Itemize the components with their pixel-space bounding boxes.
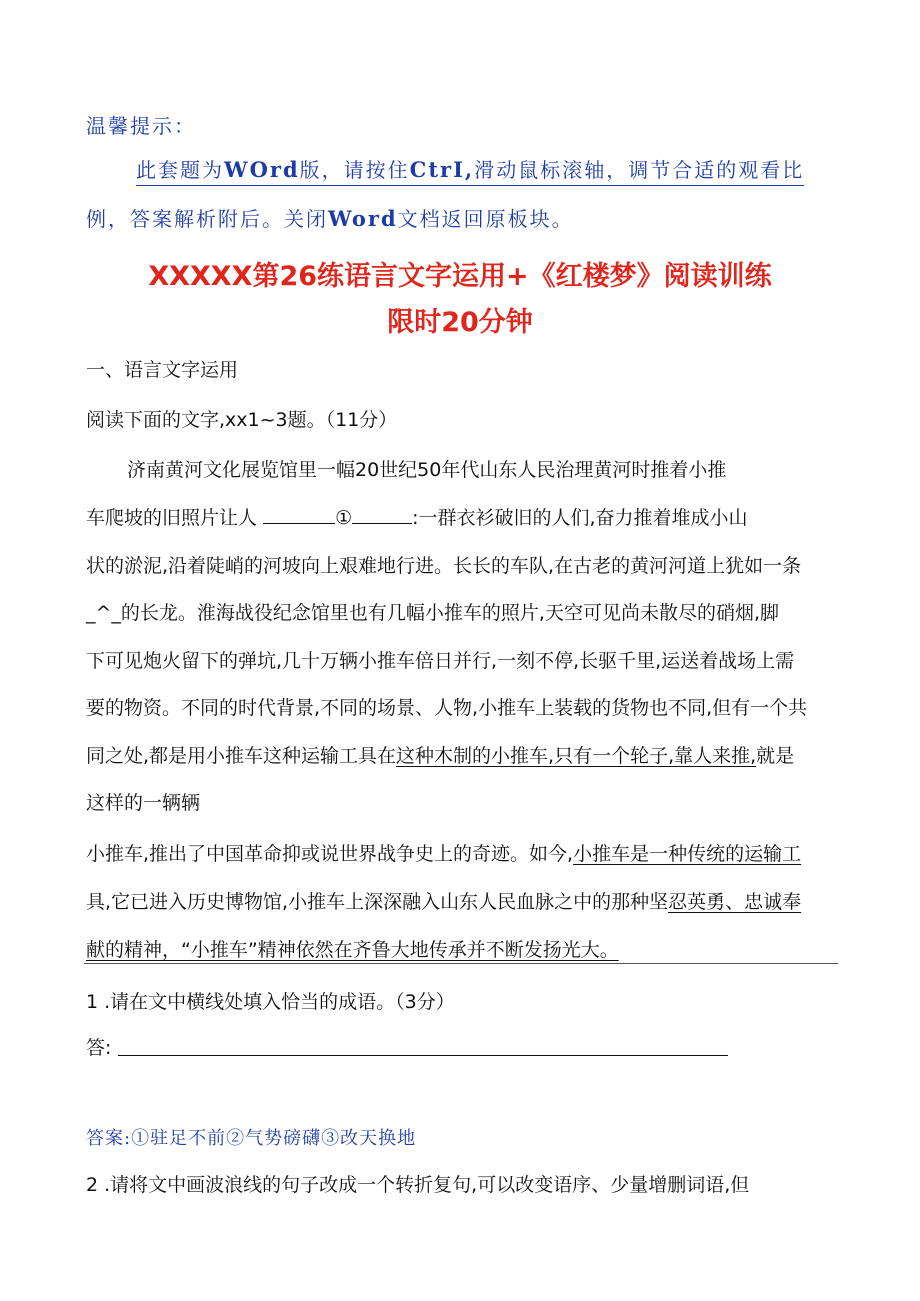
tip-line-2: 例，答案解析附后。关闭Word文档返回原板块。 [86,206,574,231]
fill-blank-2[interactable]: _^_ [86,602,121,624]
section-heading: 一、语言文字运用 [86,359,239,381]
document-title: XXXXX第26练语言文字运用+《红楼梦》阅读训练 [148,261,772,292]
passage-line: 具,它已进入历史博物馆,小推车上深深融入山东人民血脉之中的那种坚忍英勇、忠诚奉 [86,891,802,913]
answer-prompt: 答: [86,1037,112,1059]
fill-blank-1[interactable] [263,507,335,524]
tip-line-1: 此套题为WOrd版，请按住CtrI,滑动鼠标滚轴，调节合适的观看比 [136,154,804,186]
passage-line: 同之处,都是用小推车这种运输工具在这种木制的小推车,只有一个轮子,靠人来推,就是 [86,745,795,767]
passage-line: 这样的一辆辆 [86,792,201,814]
fill-blank-1-tail[interactable] [352,507,412,524]
time-limit-subtitle: 限时20分钟 [387,307,533,338]
passage-line: _^_的长龙。淮海战役纪念馆里也有几幅小推车的照片,天空可见尚未散尽的硝烟,脚 [86,602,780,624]
passage-line: 状的淤泥,沿着陡峭的河坡向上艰难地行进。长长的车队,在古老的黄河河道上犹如一条 [86,555,802,577]
answer-key: 答案:①驻足不前②气势磅礴③改天换地 [86,1128,417,1149]
wavy-underlined-sentence: 这种木制的小推车,只有一个轮子,靠人来推, [396,745,757,767]
question-1: 1 .请在文中横线处填入恰当的成语。（3分） [86,991,455,1013]
tip-label: 温馨提示： [86,114,196,138]
passage-line: 要的物资。不同的时代背景,不同的场景、人物,小推车上装载的货物也不同,但有一个共 [86,697,808,719]
underlined-phrase: 忍英勇、忠诚奉 [668,891,802,913]
passage-line [86,935,619,962]
underlined-sentence: 小推车是一种传统的运输工 [573,843,802,865]
section-divider [84,963,838,964]
question-2: 2 .请将文中画波浪线的句子改成一个转折复句,可以改变语序、少量增删词语,但 [86,1174,750,1196]
passage-line: 济南黄河文化展览馆里一幅20世纪50年代山东人民治理黄河时推着小推 [127,459,727,481]
blank-marker-1: ① [335,507,353,529]
answer-line[interactable] [118,1055,728,1056]
passage-line: 车爬坡的旧照片让人 ① :一群衣衫破旧的人们,奋力推着堆成小山 [86,507,748,529]
passage-line: 小推车,推出了中国革命抑或说世界战争史上的奇迹。如今,小推车是一种传统的运输工 [86,843,802,865]
passage-line: 下可见炮火留下的弹坑,几十万辆小推车倍日并行,一刻不停,长驱千里,运送着战场上需 [86,650,795,672]
underlined-sentence: 献的精神，“小推车”精神依然在齐鲁大地传承并不断发扬光大。 [86,939,619,961]
instruction-text: 阅读下面的文字,xx1~3题。（11分） [86,409,398,431]
